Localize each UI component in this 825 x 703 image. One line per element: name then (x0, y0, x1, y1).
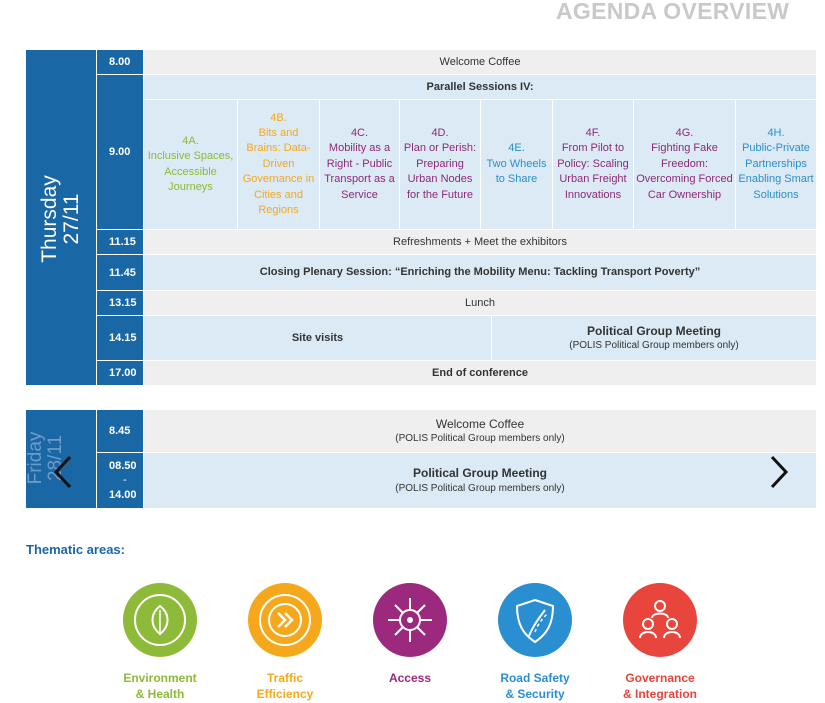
session-4e (481, 100, 552, 229)
time-cell: 11.15 (97, 230, 143, 254)
time-cell: 9.00 (97, 75, 143, 229)
lunch-row: Lunch (144, 291, 816, 315)
compass-icon (373, 583, 447, 657)
session-4h (736, 100, 816, 229)
thematic-label: Road Safety & Security (500, 671, 570, 702)
prev-arrow-button[interactable] (48, 452, 78, 492)
political-group-meeting-cell (492, 316, 816, 360)
thematic-label: Traffic Efficiency (256, 671, 314, 702)
end-of-conference-row: End of conference (144, 361, 816, 385)
time-cell: 14.15 (97, 316, 143, 360)
welcome-coffee-row: Welcome Coffee (144, 50, 816, 74)
session-name: Mobility as a Right - Public Transport as a Service (324, 142, 395, 201)
session-4a (144, 100, 237, 229)
closing-plenary-row: Closing Plenary Session: “Enriching the Mobility Menu: Tackling Transport Poverty” (144, 255, 816, 290)
session-code: 4E. (508, 142, 525, 155)
thematic-label: Governance & Integration (623, 671, 697, 702)
session-name: Fighting Fake Freedom: Overcoming Forced Car Ownership (636, 142, 733, 201)
session-code: 4B. (270, 111, 287, 124)
chevron-left-icon (52, 454, 74, 490)
session-code: 4H. (767, 127, 785, 140)
thematic-label: Access (388, 671, 432, 685)
leaf-icon (123, 583, 197, 657)
shield-road-icon (498, 583, 572, 657)
refreshments-row: Refreshments + Meet the exhibitors (144, 230, 816, 254)
session-code: 4D. (431, 127, 449, 140)
time-cell: 17.00 (97, 361, 143, 385)
friday-meeting-title: Political Group Meeting (412, 466, 547, 481)
thematic-heading: Thematic areas: (26, 542, 125, 557)
session-name: Public-Private Partnerships Enabling Smart Solutions (738, 142, 814, 201)
fast-forward-icon (248, 583, 322, 657)
parallel-sessions-header: Parallel Sessions IV: (144, 75, 816, 99)
session-4d (400, 100, 480, 229)
time-cell: 08.50 - 14.00 (97, 453, 143, 508)
session-code: 4C. (350, 127, 369, 140)
site-visits-cell: Site visits (144, 316, 491, 360)
session-name: Bits and Brains: Data-Driven Governance in Cities and Regions (242, 127, 315, 216)
friday-day-label: Friday 28/11 (25, 431, 66, 485)
friday-coffee-title: Welcome Coffee (435, 416, 525, 431)
thematic-label: Environment & Health (123, 671, 197, 702)
session-code: 4G. (675, 127, 694, 140)
meeting-title: Political Group Meeting (586, 323, 721, 338)
session-name: Plan or Perish: Preparing Urban Nodes for the Future (403, 142, 477, 201)
meeting-subtitle: (POLIS Political Group members only) (569, 340, 739, 352)
time-cell: 8.00 (97, 50, 143, 74)
session-name: Two Wheels to Share (486, 157, 547, 186)
friday-coffee-subtitle: (POLIS Political Group members only) (395, 433, 565, 445)
thursday-day-label: Thursday 27/11 (38, 175, 84, 263)
session-code: 4F. (585, 127, 601, 140)
page-title: AGENDA OVERVIEW (556, 0, 790, 24)
chevron-right-icon (768, 454, 790, 490)
friday-meeting-subtitle: (POLIS Political Group members only) (395, 482, 565, 494)
time-cell: 13.15 (97, 291, 143, 315)
next-arrow-button[interactable] (764, 452, 794, 492)
session-4g (634, 100, 735, 229)
session-4b (238, 100, 319, 229)
session-4f (553, 100, 633, 229)
session-code: 4A. (182, 134, 199, 147)
people-icon (623, 583, 697, 657)
friday-welcome-coffee-row (144, 410, 816, 452)
session-name: Inclusive Spaces, Accessible Journeys (147, 150, 234, 193)
session-4c (320, 100, 399, 229)
time-cell: 8.45 (97, 410, 143, 452)
thursday-day-column (26, 50, 96, 385)
time-cell: 11.45 (97, 255, 143, 290)
friday-political-group-row (144, 453, 816, 508)
session-name: From Pilot to Policy: Scaling Urban Freight Innovations (557, 142, 629, 201)
